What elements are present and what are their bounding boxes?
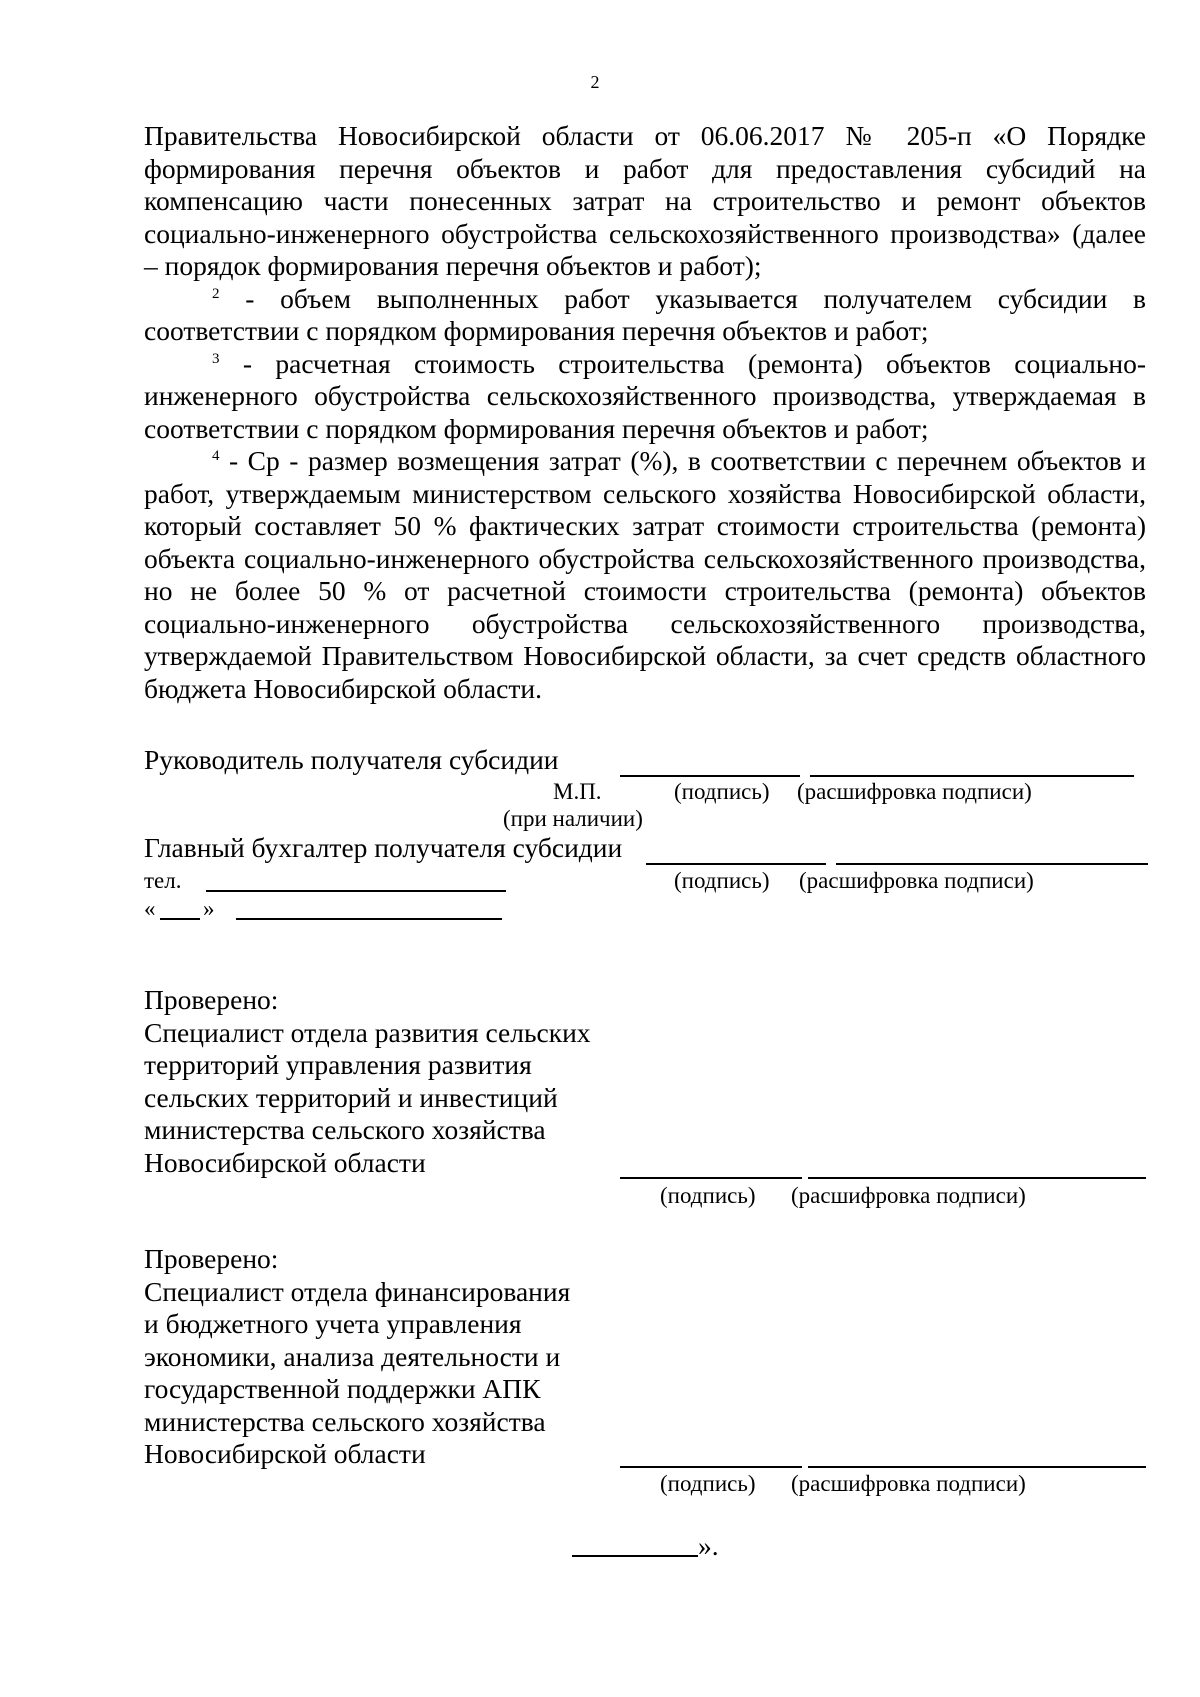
checked-title: Проверено: <box>144 1243 279 1274</box>
signature-caption: (подпись) <box>674 779 770 804</box>
phone-line[interactable] <box>206 890 506 892</box>
checked-line: министерства сельского хозяйства <box>144 1114 546 1145</box>
head-signature-line[interactable] <box>620 775 800 777</box>
accountant-label: Главный бухгалтер получателя субсидии <box>144 832 623 863</box>
checked2-transcript-line[interactable] <box>808 1466 1146 1468</box>
date-day-line[interactable] <box>160 918 200 920</box>
transcript-caption: (расшифровка подписи) <box>797 779 1032 804</box>
checked-line: экономики, анализа деятельности и <box>144 1340 561 1372</box>
stamp-label: М.П. <box>553 779 602 804</box>
date-open-quote: « <box>144 896 156 921</box>
phone-label: тел. <box>144 868 182 893</box>
accountant-transcript-line[interactable] <box>836 863 1148 865</box>
page-number: 2 <box>590 72 600 92</box>
checked-block-1 <box>144 984 591 1179</box>
checked2-signature-line[interactable] <box>620 1466 802 1468</box>
footnote-text: - Ср - размер возмещения затрат (%), в соответствии с перечнем объектов и работ, утверждаемым министерством сельского хозяйства Новосибирской области, который составляет 50 % фактических затрат стоимости строительства (ремонта) объекта социально-инженерного обустройства сельскохозяйственного производства, но не более 50 % от расчетной стоимости строительства (ремонта) объектов социально-инженерного обустройства сельскохозяйственного производства, утверждаемой Правительством Новосибирской области, за счет средств областного бюджета Новосибирской области. <box>144 445 1146 704</box>
footnote-text: - объем выполненных работ указывается получателем субсидии в соответствии с порядком формирования перечня объектов и работ; <box>144 282 1146 346</box>
footnote-mark: 4 <box>212 447 220 464</box>
footnote-4 <box>144 445 1146 705</box>
head-transcript-line[interactable] <box>810 775 1134 777</box>
checked-line: Новосибирской области <box>144 1146 426 1178</box>
checked-line: Специалист отдела развития сельских <box>144 1016 591 1048</box>
checked-line: и бюджетного учета управления <box>144 1308 522 1339</box>
checked1-signature-line[interactable] <box>620 1177 802 1179</box>
checked-line: Новосибирской области <box>144 1438 426 1469</box>
signature-caption: (подпись) <box>660 1471 756 1496</box>
checked-line: сельских территорий и инвестиций <box>144 1081 558 1113</box>
date-line[interactable] <box>236 918 502 920</box>
head-label: Руководитель получателя субсидии <box>144 744 559 775</box>
footnote-text: - расчетная стоимость строительства (ремонта) объектов социально-инженерного обустройства сельскохозяйственного производства, утверждаемая в соответствии с порядком формирования перечня объектов и работ; <box>144 347 1146 444</box>
checked-line: государственной поддержки АПК <box>144 1373 541 1404</box>
footnote-3 <box>144 348 1146 446</box>
transcript-caption: (расшифровка подписи) <box>799 868 1034 893</box>
signature-caption: (подпись) <box>674 868 770 893</box>
closing-quote: ». <box>698 1530 719 1561</box>
paragraph-decree: Правительства Новосибирской области от 06.06.2017 № 205-п «О Порядке формирования перечня объектов и работ для предоставления субсидий на компенсацию части понесенных затрат на строительство и ремонт объектов социально-инженерного обустройства сельскохозяйственного производства» (далее – порядок формирования перечня объектов и работ); <box>144 120 1146 281</box>
checked1-transcript-line[interactable] <box>808 1177 1146 1179</box>
transcript-caption: (расшифровка подписи) <box>791 1183 1026 1208</box>
footnote-2 <box>144 283 1146 348</box>
transcript-caption: (расшифровка подписи) <box>791 1471 1026 1496</box>
footnote-mark: 3 <box>212 350 220 367</box>
checked-line: Специалист отдела финансирования <box>144 1275 571 1307</box>
if-any-label: (при наличии) <box>503 806 643 831</box>
checked-block-2 <box>144 1243 570 1471</box>
checked-line: территорий управления развития <box>144 1049 532 1080</box>
accountant-signature-line[interactable] <box>646 863 826 865</box>
body-text <box>144 120 1146 705</box>
checked-line: министерства сельского хозяйства <box>144 1405 546 1437</box>
footnote-mark: 2 <box>212 285 220 302</box>
checked-title: Проверено: <box>144 984 279 1015</box>
date-close-quote: » <box>203 896 215 921</box>
closing-line[interactable] <box>572 1555 698 1557</box>
signature-caption: (подпись) <box>660 1183 756 1208</box>
